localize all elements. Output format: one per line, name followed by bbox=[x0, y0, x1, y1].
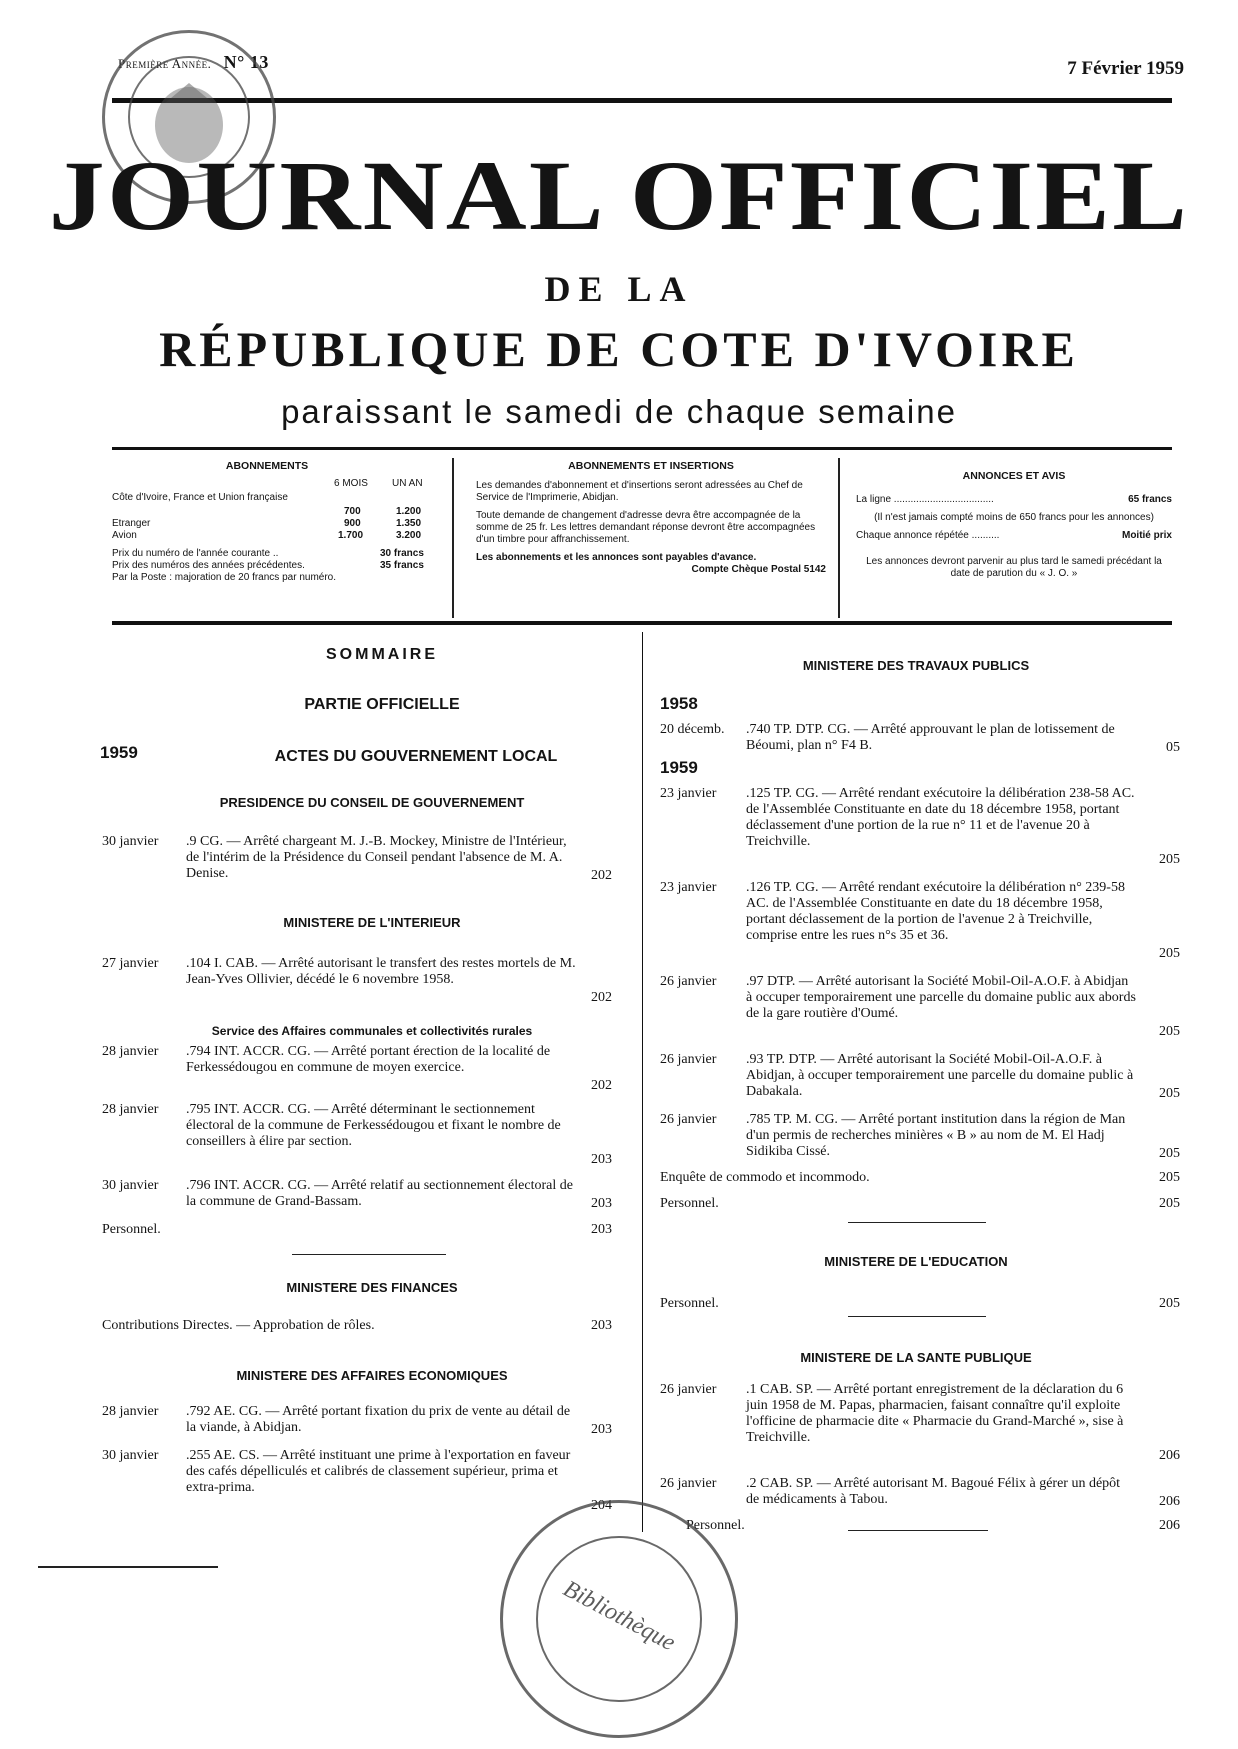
insertions-p2: Toute demande de changement d'adresse devra être accompagnée de la somme de 25 fr. Les lettres demandant réponse devront être accompagnées d'un timbre pour affranchissement. bbox=[476, 510, 816, 545]
rate-label-cote: Côte d'Ivoire, France et Union française bbox=[112, 492, 288, 503]
rate-label-avion: Avion bbox=[112, 530, 137, 541]
library-stamp bbox=[500, 1500, 738, 1738]
personnel-page: 206 bbox=[1159, 1518, 1180, 1533]
enquete-page: 205 bbox=[1159, 1170, 1180, 1185]
entry-page: 202 bbox=[591, 868, 612, 883]
finances-heading: MINISTERE DES FINANCES bbox=[286, 1280, 458, 1295]
entry-sante-2 bbox=[660, 1476, 1180, 1510]
entry-page: 202 bbox=[591, 1078, 612, 1093]
brace-divider-1 bbox=[452, 458, 464, 618]
entry-tp-5 bbox=[660, 1112, 1180, 1162]
ligne-value: 65 francs bbox=[1128, 494, 1172, 505]
entry-tp-4 bbox=[660, 1052, 1180, 1102]
year-1959-left: 1959 bbox=[100, 743, 138, 762]
info-box-top-rule bbox=[112, 447, 1172, 450]
entry-text: .126 TP. CG. — Arrêté rendant exécutoire la délibération n° 239-58 AC. de l'Assemblée Constituante en date du 18 décembre 1958, portant déclassement de la portion de l'avenue 2 à Treichville, comprise entre les rues n°s 35 et 36. bbox=[746, 880, 1125, 943]
entry-page: 203 bbox=[591, 1152, 612, 1167]
issue-number: N° 13 bbox=[223, 52, 269, 72]
deadline-note: Les annonces devront parvenir au plus tard le samedi précédant la date de parution du « J. O. » bbox=[866, 556, 1162, 579]
personnel-label: Personnel. bbox=[686, 1518, 745, 1533]
entry-text: .104 I. CAB. — Arrêté autorisant le transfert des restes mortels de M. Jean-Yves Ollivier, décédé le 6 novembre 1958. bbox=[186, 956, 576, 987]
entry-text: .794 INT. ACCR. CG. — Arrêté portant érection de la localité de Ferkessédougou en commune de moyen exercice. bbox=[186, 1044, 551, 1075]
entry-text: .93 TP. DTP. — Arrêté autorisant la Société Mobil-Oil-A.O.F. à Abidjan, à occuper temporairement une parcelle du domaine public à Dabakala. bbox=[746, 1052, 1134, 1099]
col-6mois: 6 MOIS bbox=[334, 478, 368, 489]
publication-subtitle: paraissant le samedi de chaque semaine bbox=[281, 393, 957, 430]
entry-date: 26 janvier bbox=[660, 1382, 717, 1397]
rate-6mois-cote: 700 bbox=[344, 506, 361, 517]
entry-page: 205 bbox=[1159, 1086, 1180, 1101]
education-personnel bbox=[660, 1296, 1180, 1312]
entry-service-1 bbox=[102, 1044, 622, 1094]
entry-text: .795 INT. ACCR. CG. — Arrêté déterminant le sectionnement électoral de la commune de Ferkessédougou et fixant le nombre de conseillers à élire par section. bbox=[186, 1102, 561, 1149]
entry-interieur-1 bbox=[102, 956, 622, 1006]
personnel-label: Personnel. bbox=[660, 1196, 719, 1211]
entry-page: 206 bbox=[1159, 1494, 1180, 1509]
entry-service-3 bbox=[102, 1178, 622, 1212]
entry-eco-1 bbox=[102, 1404, 622, 1438]
personnel-page: 205 bbox=[1159, 1196, 1180, 1211]
entry-page: 206 bbox=[1159, 1448, 1180, 1463]
entry-text: .740 TP. DTP. CG. — Arrêté approuvant le plan de lotissement de Béoumi, plan n° F4 B. bbox=[746, 722, 1115, 753]
rate-6mois-etranger: 900 bbox=[344, 518, 361, 529]
entry-date: 28 janvier bbox=[102, 1044, 159, 1059]
separator bbox=[848, 1530, 988, 1531]
brace-divider-2 bbox=[838, 458, 850, 618]
note-prix-courant-value: 30 francs bbox=[380, 548, 424, 559]
partie-officielle: PARTIE OFFICIELLE bbox=[304, 696, 460, 713]
abonnements-title: ABONNEMENTS bbox=[225, 460, 309, 472]
entry-tp-2 bbox=[660, 880, 1180, 962]
info-box-bottom-rule bbox=[112, 621, 1172, 625]
entry-tp-1958 bbox=[660, 722, 1180, 756]
repeat-label: Chaque annonce répétée .......... bbox=[856, 530, 1000, 541]
entry-service-2 bbox=[102, 1102, 622, 1168]
personnel-right bbox=[660, 1196, 1180, 1212]
entry-page: 205 bbox=[1159, 852, 1180, 867]
ligne-label: La ligne .................................... bbox=[856, 494, 994, 505]
note-prix-precedent: Prix des numéros des années précédentes. bbox=[112, 560, 305, 571]
sante-personnel bbox=[660, 1518, 1180, 1534]
rate-1an-avion: 3.200 bbox=[396, 530, 422, 541]
service-heading: Service des Affaires communales et collectivités rurales bbox=[211, 1024, 533, 1038]
sante-heading: MINISTERE DE LA SANTE PUBLIQUE bbox=[800, 1350, 1032, 1365]
separator bbox=[848, 1316, 986, 1317]
entry-date: 30 janvier bbox=[102, 1178, 159, 1193]
entry-date: 26 janvier bbox=[660, 1476, 717, 1491]
presidence-heading: PRESIDENCE DU CONSEIL DE GOUVERNEMENT bbox=[219, 795, 525, 810]
min-note: (Il n'est jamais compté moins de 650 francs pour les annonces) bbox=[874, 512, 1154, 523]
de-la-line: DE LA bbox=[544, 269, 694, 309]
entry-tp-1 bbox=[660, 786, 1180, 868]
entry-text: .796 INT. ACCR. CG. — Arrêté relatif au sectionnement électoral de la commune de Grand-Bassam. bbox=[186, 1178, 573, 1209]
entry-page: 203 bbox=[591, 1196, 612, 1211]
entry-date: 28 janvier bbox=[102, 1102, 159, 1117]
issue-date: 7 Février 1959 bbox=[1067, 58, 1184, 79]
personnel-page: 203 bbox=[591, 1222, 612, 1237]
entry-date: 30 janvier bbox=[102, 834, 159, 849]
entry-text: .255 AE. CS. — Arrêté instituant une prime à l'exportation en faveur des cafés dépelliculés et calibrés de classement supérieur, prima et extra-prima. bbox=[186, 1448, 571, 1495]
enquete-label: Enquête de commodo et incommodo. bbox=[660, 1170, 870, 1185]
entry-page: 205 bbox=[1159, 1146, 1180, 1161]
entry-text: .792 AE. CG. — Arrêté portant fixation du prix de vente au détail de la viande, à Abidjan. bbox=[186, 1404, 571, 1435]
finances-entry bbox=[102, 1318, 622, 1334]
entry-presidence-1 bbox=[102, 834, 622, 884]
entry-date: 26 janvier bbox=[660, 1112, 717, 1127]
year-1958-right: 1958 bbox=[660, 694, 698, 713]
col-1an: UN AN bbox=[392, 478, 423, 489]
separator bbox=[848, 1222, 986, 1223]
rate-1an-etranger: 1.350 bbox=[396, 518, 422, 529]
entry-page: 204 bbox=[591, 1498, 612, 1513]
entry-text: .1 CAB. SP. — Arrêté portant enregistrement de la déclaration du 6 juin 1958 de M. Papas, pharmacien, faisant connaître qu'il exploite l'officine de pharmacie dite « Pharmacie du Grand-Marché », sise à Treichville. bbox=[746, 1382, 1124, 1445]
rate-1an-cote: 1.200 bbox=[396, 506, 422, 517]
bottom-left-rule bbox=[38, 1566, 218, 1568]
republic-title: RÉPUBLIQUE DE COTE D'IVOIRE bbox=[159, 321, 1079, 377]
insertions-p3: Les abonnements et les annonces sont payables d'avance. bbox=[476, 552, 757, 563]
rate-label-etranger: Etranger bbox=[112, 518, 151, 529]
entry-date: 28 janvier bbox=[102, 1404, 159, 1419]
column-divider bbox=[642, 632, 643, 1532]
entry-page: 203 bbox=[591, 1422, 612, 1437]
insertions-panel bbox=[476, 460, 826, 576]
entry-text: .2 CAB. SP. — Arrêté autorisant M. Bagoué Félix à gérer un dépôt de médicaments à Tabou. bbox=[746, 1476, 1121, 1507]
annonces-title: ANNONCES ET AVIS bbox=[962, 470, 1066, 482]
entry-date: 27 janvier bbox=[102, 956, 159, 971]
entry-text: .97 DTP. — Arrêté autorisant la Société Mobil-Oil-A.O.F. à Abidjan à occuper temporairement une parcelle du domaine public aux abords de la gare routière d'Oumé. bbox=[746, 974, 1136, 1021]
entry-date: 23 janvier bbox=[660, 786, 717, 801]
repeat-value: Moitié prix bbox=[1121, 530, 1172, 541]
journal-title: JOURNAL OFFICIEL bbox=[48, 140, 1190, 251]
travaux-heading: MINISTERE DES TRAVAUX PUBLICS bbox=[802, 658, 1030, 673]
year-label: Première Année. bbox=[118, 56, 212, 71]
separator bbox=[292, 1254, 446, 1255]
finances-text: Contributions Directes. — Approbation de rôles. bbox=[102, 1318, 375, 1333]
entry-text: .125 TP. CG. — Arrêté rendant exécutoire la délibération 238-58 AC. de l'Assemblée Constituante en date du 18 décembre 1958, portant déclassement d'une portion de la rue n° 11 et de l'avenue 20 à Treichville. bbox=[746, 786, 1135, 849]
note-poste: Par la Poste : majoration de 20 francs par numéro. bbox=[112, 572, 337, 583]
entry-tp-3 bbox=[660, 974, 1180, 1040]
compte-cheque: Compte Chèque Postal 5142 bbox=[691, 564, 826, 575]
entry-sante-1 bbox=[660, 1382, 1180, 1464]
economiques-heading: MINISTERE DES AFFAIRES ECONOMIQUES bbox=[236, 1368, 508, 1383]
entry-page: 205 bbox=[1159, 1024, 1180, 1039]
personnel-label: Personnel. bbox=[660, 1296, 719, 1311]
finances-page: 203 bbox=[591, 1318, 612, 1333]
insertions-title: ABONNEMENTS ET INSERTIONS bbox=[568, 460, 734, 472]
enquete-entry bbox=[660, 1170, 1180, 1186]
sommaire-title: SOMMAIRE bbox=[326, 646, 438, 663]
entry-date: 26 janvier bbox=[660, 1052, 717, 1067]
year-1959-right: 1959 bbox=[660, 758, 698, 777]
library-stamp-center: Bibliothèque bbox=[558, 1575, 680, 1657]
entry-date: 20 décemb. bbox=[660, 722, 725, 737]
entry-date: 23 janvier bbox=[660, 880, 717, 895]
rate-6mois-avion: 1.700 bbox=[338, 530, 364, 541]
interieur-heading: MINISTERE DE L'INTERIEUR bbox=[283, 915, 461, 930]
entry-date: 30 janvier bbox=[102, 1448, 159, 1463]
entry-page: 202 bbox=[591, 990, 612, 1005]
abonnements-panel bbox=[112, 460, 442, 584]
entry-page: 05 bbox=[1166, 740, 1180, 755]
insertions-p1: Les demandes d'abonnement et d'insertions seront adressées au Chef de Service de l'Imprimerie, Abidjan. bbox=[476, 480, 803, 503]
personnel-label: Personnel. bbox=[102, 1222, 161, 1237]
entry-text: .785 TP. M. CG. — Arrêté portant institution dans la région de Man d'un permis de recherches minières « B » au nom de M. El Hadj Sidikiba Cissé. bbox=[746, 1112, 1126, 1159]
note-prix-courant: Prix du numéro de l'année courante .. bbox=[112, 548, 279, 559]
personnel-left bbox=[102, 1222, 622, 1238]
note-prix-precedent-value: 35 francs bbox=[380, 560, 424, 571]
entry-page: 205 bbox=[1159, 946, 1180, 961]
actes-heading: ACTES DU GOUVERNEMENT LOCAL bbox=[274, 748, 558, 765]
personnel-page: 205 bbox=[1159, 1296, 1180, 1311]
entry-text: .9 CG. — Arrêté chargeant M. J.-B. Mockey, Ministre de l'Intérieur, de l'intérim de la Présidence du Conseil pendant l'absence de M. A. Denise. bbox=[186, 834, 567, 881]
education-heading: MINISTERE DE L'EDUCATION bbox=[824, 1254, 1008, 1269]
entry-date: 26 janvier bbox=[660, 974, 717, 989]
annonces-panel bbox=[856, 470, 1172, 580]
